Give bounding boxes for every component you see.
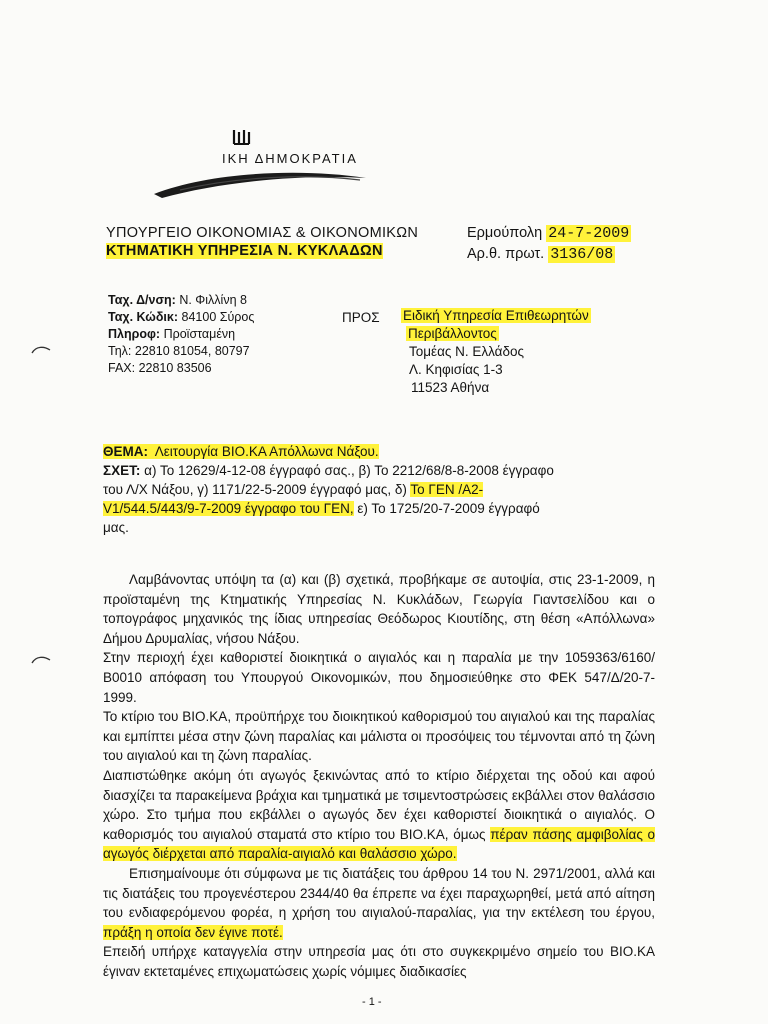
subject-block: [103, 442, 651, 537]
letterhead-swoosh: [150, 160, 370, 200]
document-date: 24-7-2009: [548, 225, 630, 242]
reference-line-2-highlight: Το ΓΕΝ /Α2-: [410, 482, 484, 497]
protocol-number: 3136/08: [550, 246, 614, 263]
body-paragraph-3: Το κτίριο του ΒΙΟ.ΚΑ, προϋπήρχε του διοικητικού καθορισμού του αιγιαλού και της παραλίας και εμπίπτει μέσα στην ζώνη παραλίας και μάλιστα οι προσόψεις του τέμνονται από τη ζώνη του αιγιαλού και τη ζώνη παραλίας.: [103, 709, 655, 764]
punch-mark-icon: [30, 654, 52, 666]
recipient-line-4: Λ. Κηφισίας 1-3: [409, 362, 503, 377]
recipient-line-1: Ειδική Υπηρεσία Επιθεωρητών: [403, 308, 589, 323]
body-paragraph-5: [103, 864, 655, 942]
subject-label: ΘΕΜΑ:: [103, 444, 148, 459]
subject-text: Λειτουργία ΒΙΟ.ΚΑ Απόλλωνα Νάξου.: [154, 444, 379, 459]
place-label: Ερμούπολη: [467, 225, 543, 241]
republic-header: ΙΚΗ ΔΗΜΟΚΡΑΤΙΑ: [222, 151, 358, 166]
protocol-label: Αρ.θ. πρωτ.: [467, 246, 545, 262]
fax-value: 22810 83506: [138, 361, 212, 375]
body-paragraph-6: Επειδή υπήρχε καταγγελία στην υπηρεσία μας ότι στο συγκεκριμένο σημείο του ΒΙΟ.ΚΑ έγιναν εκτεταμένες επιχωματώσεις χωρίς νόμιμες διαδικασίες: [103, 944, 655, 979]
coat-of-arms-icon: [231, 128, 257, 148]
fax-label: FAX:: [108, 361, 136, 375]
recipient-block: [401, 307, 591, 397]
body-paragraph-4: [103, 766, 655, 864]
phone-label: Τηλ:: [108, 344, 132, 358]
reference-label: ΣΧΕΤ:: [103, 463, 141, 478]
body-paragraph-5-text: Επισημαίνουμε ότι σύμφωνα με τις διατάξεις του άρθρου 14 του Ν. 2971/2001, αλλά και τις διατάξεις του προγενέστερου 2344/40 θα έπρεπε να έχει παραχωρηθεί, μετά από αίτηση του ενδιαφερόμενου φορέα, η χρήση του αιγιαλού-παραλίας, για την εκτέλεση του έργου,: [103, 865, 655, 921]
ministry-block: [106, 224, 418, 260]
page-number: - 1 -: [362, 996, 382, 1008]
body-paragraph-4-highlight: πέραν πάσης αμφιβολίας ο αγωγός διέρχεται από παραλία-αιγιαλό και θαλάσσιο χώρο.: [103, 826, 655, 862]
date-protocol-block: [467, 223, 631, 265]
phone-value: 22810 81054, 80797: [134, 344, 250, 358]
recipient-line-2: Περιβάλλοντος: [408, 326, 497, 341]
zip-label: Ταχ. Κώδικ:: [108, 310, 179, 324]
body-paragraph-2: Στην περιοχή έχει καθοριστεί διοικητικά ο αιγιαλός και η παραλία με την 1059363/6160/Β0010 απόφαση του Υπουργού Οικονομικών, που δημοσιεύθηκε στο ΦΕΚ 547/Δ/20-7-1999.: [103, 650, 655, 705]
ministry-name: ΥΠΟΥΡΓΕΙΟ ΟΙΚΟΝΟΜΙΑΣ & ΟΙΚΟΝΟΜΙΚΩΝ: [106, 225, 419, 241]
letter-body: [103, 570, 655, 981]
reference-line-4: μας.: [103, 520, 129, 535]
body-paragraph-5-highlight: πράξη η οποία δεν έγινε ποτέ.: [103, 924, 283, 940]
address-value: Ν. Φιλλίνη 8: [179, 293, 247, 307]
sender-details: [108, 292, 254, 377]
reference-line-3: ε) Το 1725/20-7-2009 έγγραφό: [357, 501, 540, 516]
reference-line-3-highlight: V1/544.5/443/9-7-2009 έγγραφο του ΓΕΝ,: [103, 501, 354, 516]
to-label: ΠΡΟΣ: [342, 310, 380, 325]
reference-line-1: α) Το 12629/4-12-08 έγγραφό σας., β) Το 2212/68/8-8-2008 έγγραφο: [144, 463, 554, 478]
body-paragraph-1: Λαμβάνοντας υπόψη τα (α) και (β) σχετικά, προβήκαμε σε αυτοψία, στις 23-1-2009, η προϊσταμένη της Κτηματικής Υπηρεσίας Ν. Κυκλάδων, Γεωργία Γιαντσελίδου και ο τοπογράφος μηχανικός της ίδιας υπηρεσίας Θεόδωρος Κιουτίδης, στη θέση «Απόλλωνα» Δήμου Δρυμαλίας, νήσου Νάξου.: [103, 572, 655, 646]
punch-mark-icon: [30, 344, 52, 356]
address-label: Ταχ. Δ/νση:: [108, 293, 176, 307]
reference-line-2: του Λ/Χ Νάξου, γ) 1171/22-5-2009 έγγραφό μας, δ): [103, 482, 407, 497]
info-label: Πληροφ:: [108, 327, 161, 341]
body-paragraph-4-text: Διαπιστώθηκε ακόμη ότι αγωγός ξεκινώντας από το κτίριο διέρχεται της οδού και αφού διασχίζει τα παρακείμενα βράχια και τμηματικά με τσιμεντοστρώσεις εκβάλλει στον θαλάσσιο χώρο. Στο τμήμα που εκβάλλει ο αγωγός δεν έχει καθοριστεί διοικητικά ο αιγιαλός. Ο καθορισμός του αιγιαλού σταματά στο κτίριο του ΒΙΟ.ΚΑ, όμως: [103, 767, 655, 842]
recipient-line-5: 11523 Αθήνα: [411, 380, 490, 395]
info-value: Προϊσταμένη: [163, 327, 236, 341]
service-name: ΚΤΗΜΑΤΙΚΗ ΥΠΗΡΕΣΙΑ Ν. ΚΥΚΛΑΔΩΝ: [106, 243, 383, 259]
recipient-line-3: Τομέας Ν. Ελλάδος: [409, 344, 525, 359]
zip-value: 84100 Σύρος: [181, 310, 255, 324]
